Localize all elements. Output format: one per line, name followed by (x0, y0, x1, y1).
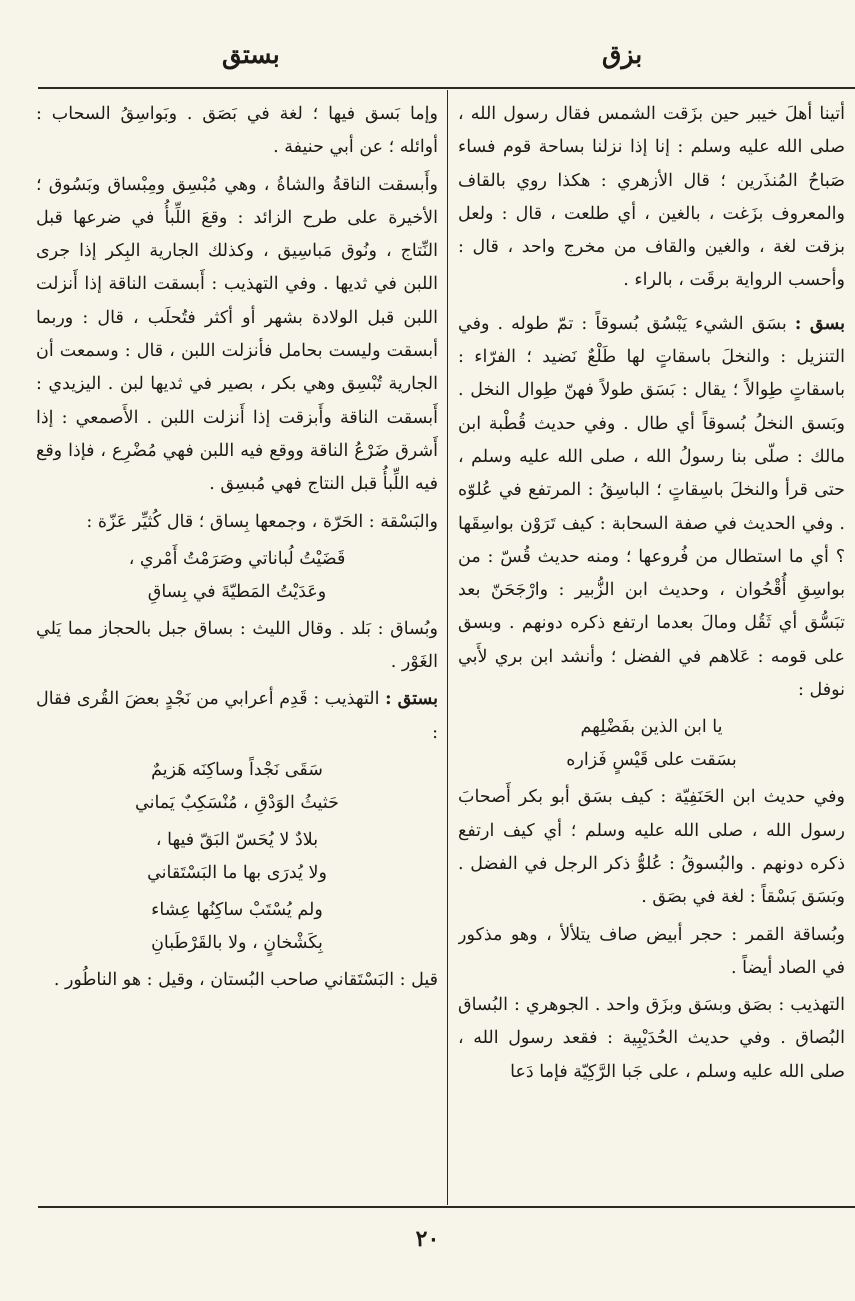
running-head-right: بزق (602, 40, 643, 69)
entry-basaqa (458, 308, 845, 708)
paragraph: وفي حديث ابن الحَنَفِيّة : كيف بسَق أبو بكر أَصحابَ رسول الله ، صلى الله عليه وسلم ؛ أي كيف ارتفع ذكره دونهم . والبُسوقُ : عُلوُّ ذكر الرجل في الفضل . وبَسَق بَسْقاً : لغة في بصَق . (458, 787, 845, 908)
column-divider (447, 90, 448, 1205)
verse-line: بِكَشْخانٍ ، ولا بالقَرْطَبانِ (151, 933, 323, 954)
verse (36, 754, 438, 820)
verse-line: بسَقت على قَيْسٍ فَزاره (566, 750, 737, 771)
verse-line: ولا يُدرَى بها ما البَسْتَقاني (147, 863, 327, 884)
entry-text: بسَق الشيء يَبْسُق بُسوقاً : تمّ طوله . وفي التنزيل : والنخلَ باسقاتٍ لها طَلْعٌ نَضيد ؛ الفرّاء : باسقاتٍ طِوالاً ؛ يقال : بَسَق طولاً فهنّ طِوال النخل . وبَسق النخلُ بُسوقاً أي طال . وفي حديث قُطْبة ابن مالك : صلّى بنا رسولُ الله ، صلى الله عليه وسلم ، حتى قرأ والنخلَ باسِقاتٍ ؛ الباسِقُ : المرتفع في عُلوّه . وفي الحديث في صفة السحابة : كيف تَرَوْن بواسِقَها ؟ أي ما استطال من فُروعها ؛ ومنه حديث قُسّ : من بواسِقِ أُقْحُوان ، وحديث ابن الزُّبير : وارْجَحَنّ بعد تبَسُّق أي ثَقُل ومالَ بعدما ارتفع ذكره دونهم . وبسق على قومه : عَلاهم في الفضل ؛ وأنشد ابن بري لأَبي نوفل : (458, 313, 845, 701)
running-head-left: بستق (222, 40, 280, 69)
verse-line: يا ابن الذين بفَضْلِهم (580, 717, 723, 738)
verse-line: وعَدَيْتُ المَطيّةَ في بِساقِ (147, 581, 327, 602)
verse-line: حَثيثُ الوَدْقِ ، مُنْسَكِبٌ يَماني (135, 793, 339, 814)
verse-line: بلادٌ لا يُحَسّ البَقّ فيها ، (155, 830, 319, 851)
left-column (36, 98, 438, 1198)
right-column (458, 98, 845, 1198)
verse (36, 894, 438, 960)
verse (458, 711, 845, 777)
paragraph: وبُساق : بَلد . وقال الليث : بساق جبل بالحجاز مما يَلي الغَوْر . (36, 618, 438, 673)
verse (36, 543, 438, 609)
paragraph: والبَسْقة : الحَرّة ، وجمعها بِساق ؛ قال كُثيِّر عَزّة : (86, 511, 438, 532)
entry-headword: بسق : (794, 313, 845, 334)
page-header (0, 40, 855, 80)
verse (36, 824, 438, 890)
entry-headword: بستق : (385, 689, 438, 710)
paragraph: وأَبسقت الناقةُ والشاةُ ، وهي مُبْسِق ومِبْساق وبَسُوق ؛ الأخيرة على طرح الزائد : وقعَ اللِّبأُ في ضرعها قبل النِّتاج ، ونُوق مَباسِيق ، وكذلك الجارية البِكر إذا جرى اللبن في ثديها . وفي التهذيب : أَبسقت الناقة إذا أَنزلت اللبن قبل الولادة بشهر أو أكثر فتُحلَب ، قال : وربما أبسقت وليست بحامل فأنزلت اللبن ، قال : وسمعت أن الجارية تُبْسِق وهي بكر ، بصير في ثديها لبن . اليزيدي : أَبسقت الناقة وأَبزقت إذا أَنزلت اللبن . الأَصمعي : إذا أَشرق ضَرْعُ الناقة ووقع فيه اللبن فهي مُضْرِع ، فإذا وقع فيه اللِّبأُ قبل النتاج فهي مُبسِق . (36, 174, 438, 495)
paragraph: وإما بَسق فيها ؛ لغة في بَصَق . وبَواسِقُ السحاب : أوائله ؛ عن أبي حنيفة . (36, 104, 438, 158)
paragraph: وبُساقة القمر : حجر أبيض صاف يتلألأ ، وهو مذكور في الصاد أيضاً . (458, 924, 845, 978)
paragraph: قيل : البَسْتَقاني صاحب البُستان ، وقيل : هو الناطُور . (53, 970, 438, 991)
entry-bastaqa (36, 683, 438, 750)
verse-line: سَقَى نَجْداً وساكِنَه هَزيمٌ (151, 760, 323, 781)
paragraph: أتينا أهلَ خيبر حين بزَقت الشمس فقال رسول الله ، صلى الله عليه وسلم : إنا إذا نزلنا بساحة قوم فساء صَباحُ المُنذَرين ؛ قال الأزهري : هكذا روي بالقاف والمعروف بزَغت ، بالغين ، أي طلعت ، قال : ولعل بزقت لغة ، والغين والقاف من مخرج واحد ، قال : وأحسب الرواية برقَت ، بالراء . (458, 104, 845, 291)
page-number: ٢٠ (415, 1226, 440, 1252)
entry-text: التهذيب : قَدِم أعرابي من نَجْدٍ بعضَ القُرى فقال : (36, 689, 438, 743)
paragraph: التهذيب : بصَق وبسَق وبزَق واحد . الجوهري : البُساق البُصاق . وفي حديث الحُدَيْبِية : فقعد رسول الله ، صلى الله عليه وسلم ، على جَبا الرَّكِيّة فإما دَعا (458, 995, 845, 1082)
verse-line: قَضَيْتُ لُباناتي وصَرَمْتُ أَمْري ، (128, 548, 346, 569)
verse-line: ولم يُسْتَبْ ساكِنُها عِشاء (151, 900, 323, 921)
bottom-rule (38, 1206, 855, 1208)
top-rule (38, 87, 855, 89)
